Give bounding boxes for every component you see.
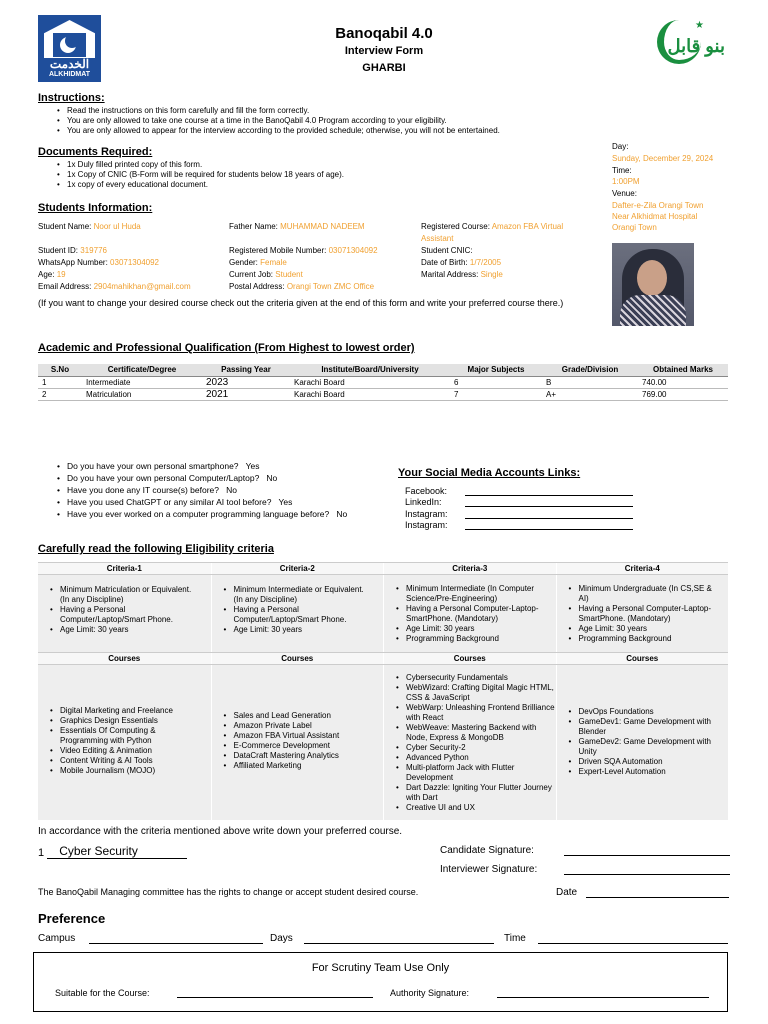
email-address: Email Address: 2904mahikhan@gmail.com xyxy=(38,282,191,291)
question-item: • Have you done any IT course(s) before? No xyxy=(57,484,397,496)
list-item: • 1x Duly filled printed copy of this form. xyxy=(57,160,597,170)
list-item: • Driven SQA Automation xyxy=(569,757,719,767)
criteria-cell xyxy=(211,575,384,652)
days-field[interactable]: Days xyxy=(270,933,494,944)
table-row xyxy=(38,376,728,388)
column-header: Major Subjects xyxy=(450,364,542,376)
preference-heading: Preference xyxy=(38,911,106,926)
preferred-course-number: 1 xyxy=(38,847,45,859)
schedule-time-value: 1:00PM xyxy=(612,177,640,186)
postal-address: Postal Address: Orangi Town ZMC Office xyxy=(229,282,375,291)
list-item: • Minimum Matriculation or Equivalent. (In any Discipline) xyxy=(50,585,200,605)
scrutiny-title: For Scrutiny Team Use Only xyxy=(311,962,450,974)
table-cell: Karachi Board xyxy=(294,389,345,399)
courses-cell xyxy=(383,665,556,820)
committee-note: The BanoQabil Managing committee has the rights to change or accept student desired course. xyxy=(38,887,419,897)
list-item: • Minimum Undergraduate (In CS,SE & AI) xyxy=(569,584,724,604)
form-title: Banoqabil 4.0 xyxy=(335,25,433,42)
eligibility-heading: Carefully read the following Eligibility criteria xyxy=(38,543,274,555)
list-item: • WebWizard: Crafting Digital Magic HTML, CSS & JavaScript xyxy=(396,683,556,703)
list-item: • DataCraft Mastering Analytics xyxy=(224,751,379,761)
list-item: • You are only allowed to take one course at a time in the BanoQabil 4.0 Program according to your eligibility. xyxy=(57,116,597,126)
date-field[interactable]: Date xyxy=(556,887,729,898)
campus-name: GHARBI xyxy=(362,62,406,74)
change-course-note: (If you want to change your desired course check out the criteria given at the end of this form and write your preferred course there.) xyxy=(38,298,564,308)
question-item: • Have you ever worked on a computer programming language before? No xyxy=(57,508,397,520)
table-cell: 2 xyxy=(42,389,47,399)
courses-row xyxy=(38,665,728,820)
list-item: • WebWeave: Mastering Backend with Node, Express & MongoDB xyxy=(396,723,556,743)
criteria-row xyxy=(38,575,728,652)
list-item: • Age Limit: 30 years xyxy=(396,624,551,634)
list-item: • Expert-Level Automation xyxy=(569,767,719,777)
courses-cell xyxy=(556,665,729,820)
schedule-day-value: Sunday, December 29, 2024 xyxy=(612,154,714,163)
table-cell: Intermediate xyxy=(86,377,131,387)
table-cell: Karachi Board xyxy=(294,377,345,387)
social-heading: Your Social Media Accounts Links: xyxy=(398,467,581,479)
courses-title: Courses xyxy=(211,653,384,664)
list-item: • Advanced Python xyxy=(396,753,556,763)
list-item: • Minimum Intermediate or Equivalent. (In any Discipline) xyxy=(224,585,374,605)
student-photo xyxy=(612,243,694,326)
list-item: • Having a Personal Computer-Laptop-SmartPhone. (Mandotary) xyxy=(569,604,724,624)
list-item: • Read the instructions on this form carefully and fill the form correctly. xyxy=(57,106,597,116)
registered-course: Registered Course: Amazon FBA Virtual xyxy=(421,222,564,231)
list-item: • Cybersecurity Fundamentals xyxy=(396,673,556,683)
courses-title: Courses xyxy=(108,654,141,663)
list-item: • You are only allowed to appear for the interview according to the provided schedule; otherwise, you will not be entertained. xyxy=(57,126,597,136)
student-name: Student Name: Noor ul Huda xyxy=(38,222,141,231)
facebook-field[interactable]: Facebook: xyxy=(405,486,633,496)
banoqabil-logo-urdu: بنو قابل xyxy=(667,36,725,56)
list-item: • Having a Personal Computer/Laptop/Smart Phone. xyxy=(50,605,200,625)
courses-cell xyxy=(38,665,211,820)
list-item: • WebWarp: Unleashing Frontend Brilliance with React xyxy=(396,703,556,723)
instructions-heading: Instructions: xyxy=(38,92,105,104)
banoqabil-logo xyxy=(655,18,727,84)
preferred-course-note: In accordance with the criteria mentioned above write down your preferred course. xyxy=(38,826,403,837)
list-item: • Essentials Of Computing & Programming with Python xyxy=(50,726,170,746)
age: Age: 19 xyxy=(38,270,66,279)
documents-list xyxy=(57,160,597,190)
list-item: • Multi-platform Jack with Flutter Development xyxy=(396,763,556,783)
criteria-cell xyxy=(556,575,729,652)
list-item: • Age Limit: 30 years xyxy=(50,625,200,635)
list-item: • Creative UI and UX xyxy=(396,803,556,813)
list-item: • Age Limit: 30 years xyxy=(569,624,724,634)
list-item: • GameDev1: Game Development with Blender xyxy=(569,717,719,737)
criteria-cell xyxy=(383,575,556,652)
question-item: • Have you used ChatGPT or any similar AI tool before? Yes xyxy=(57,496,397,508)
list-item: • GameDev2: Game Development with Unity xyxy=(569,737,719,757)
list-item: • DevOps Foundations xyxy=(569,707,719,717)
student-cnic: Student CNIC: xyxy=(421,246,473,255)
courses-title: Courses xyxy=(383,653,556,664)
list-item: • Content Writing & AI Tools xyxy=(50,756,205,766)
column-header: S.No xyxy=(38,364,82,376)
instagram-field[interactable]: Instagram: xyxy=(405,509,633,519)
scrutiny-box xyxy=(33,952,728,1012)
whatsapp-number: WhatsApp Number: 03071304092 xyxy=(38,258,159,267)
list-item: • Minimum Intermediate (In Computer Science/Pre-Engineering) xyxy=(396,584,551,604)
schedule-time-label: Time: xyxy=(612,166,632,175)
list-item: • Video Editing & Animation xyxy=(50,746,205,756)
list-item: • Programming Background xyxy=(396,634,551,644)
marital-status: Marital Address: Single xyxy=(421,270,503,279)
star-icon: ★ xyxy=(695,20,704,31)
qualification-heading: Academic and Professional Qualification (From Highest to lowest order) xyxy=(38,342,415,354)
student-id: Student ID: 319776 xyxy=(38,246,107,255)
list-item: • Mobile Journalism (MOJO) xyxy=(50,766,205,776)
suitable-course-field[interactable]: Suitable for the Course: xyxy=(55,988,373,998)
table-cell: A+ xyxy=(546,389,557,399)
alkhidmat-logo xyxy=(38,15,101,82)
table-cell: Matriculation xyxy=(86,389,132,399)
table-cell: 7 xyxy=(454,389,459,399)
courses-title: Courses xyxy=(556,653,729,664)
list-item: • 1x Copy of CNIC (B-Form will be required for students below 18 years of age). xyxy=(57,170,597,180)
table-row xyxy=(38,388,728,400)
authority-signature-field[interactable]: Authority Signature: xyxy=(390,988,709,998)
criteria-title: Criteria-2 xyxy=(211,563,384,574)
gender: Gender: Female xyxy=(229,258,287,267)
qualification-table xyxy=(38,364,728,401)
table-header-row xyxy=(38,364,728,376)
column-header: Obtained Marks xyxy=(638,364,728,376)
registered-course-line2: Assistant xyxy=(421,234,454,243)
list-item: • Cyber Security-2 xyxy=(396,743,556,753)
table-cell: 2021 xyxy=(206,388,229,400)
preferred-course-field[interactable] xyxy=(38,845,187,859)
schedule-venue-line: Near Alkhidmat Hospital xyxy=(612,212,698,221)
list-item: • Having a Personal Computer-Laptop-SmartPhone. (Mandotary) xyxy=(396,604,551,624)
column-header: Certificate/Degree xyxy=(82,364,202,376)
table-cell: 2023 xyxy=(206,376,229,388)
candidate-signature[interactable]: Candidate Signature: xyxy=(440,845,730,856)
list-item: • Sales and Lead Generation xyxy=(224,711,379,721)
question-item: • Do you have your own personal smartphone? Yes xyxy=(57,460,397,472)
student-info-heading: Students Information: xyxy=(38,202,153,214)
list-item: • Graphics Design Essentials xyxy=(50,716,205,726)
alkhidmat-logo-text: ALKHIDMAT xyxy=(40,71,99,78)
list-item: • Age Limit: 30 years xyxy=(224,625,374,635)
instagram-field[interactable]: Instagram: xyxy=(405,520,633,530)
courses-cell xyxy=(211,665,384,820)
documents-heading: Documents Required: xyxy=(38,146,153,158)
list-item: • Affiliated Marketing xyxy=(224,761,379,771)
schedule-venue-line: Dafter-e-Zila Orangi Town xyxy=(612,201,704,210)
date-of-birth: Date of Birth: 1/7/2005 xyxy=(421,258,502,267)
interviewer-signature[interactable]: Interviewer Signature: xyxy=(440,864,730,875)
criteria-title: Criteria-3 xyxy=(383,563,556,574)
list-item: • Programming Background xyxy=(569,634,724,644)
table-cell: B xyxy=(546,377,552,387)
column-header: Grade/Division xyxy=(542,364,638,376)
form-subtitle: Interview Form xyxy=(344,45,424,57)
questions-list xyxy=(57,460,397,520)
current-job: Current Job: Student xyxy=(229,270,303,279)
time-field[interactable]: Time xyxy=(504,933,728,944)
criteria-title: Criteria-4 xyxy=(556,563,729,574)
table-cell: 769.00 xyxy=(642,389,667,399)
schedule-venue-label: Venue: xyxy=(612,189,637,198)
table-cell: 740.00 xyxy=(642,377,667,387)
instructions-list xyxy=(57,106,597,136)
question-item: • Do you have your own personal Computer/Laptop? No xyxy=(57,472,397,484)
list-item: • Dart Dazzle: Igniting Your Flutter Journey with Dart xyxy=(396,783,556,803)
list-item: • 1x copy of every educational document. xyxy=(57,180,597,190)
linkedin-field[interactable]: LinkedIn: xyxy=(405,497,633,507)
table-cell: 6 xyxy=(454,377,459,387)
preferred-course-value[interactable]: Cyber Security xyxy=(47,845,187,859)
list-item: • Amazon Private Label xyxy=(224,721,379,731)
list-item: • E-Commerce Development xyxy=(224,741,379,751)
list-item: • Digital Marketing and Freelance xyxy=(50,706,205,716)
list-item: • Having a Personal Computer/Laptop/Smart Phone. xyxy=(224,605,374,625)
schedule-day-label: Day: xyxy=(612,142,629,151)
table-cell: 1 xyxy=(42,377,47,387)
mobile-number: Registered Mobile Number: 03071304092 xyxy=(229,246,378,255)
criteria-header-row xyxy=(38,562,728,575)
father-name: Father Name: MUHAMMAD NADEEM xyxy=(229,222,365,231)
criteria-title: Criteria-1 xyxy=(106,564,142,573)
column-header: Institute/Board/University xyxy=(290,364,450,376)
campus-field[interactable]: Campus xyxy=(38,933,263,944)
alkhidmat-urdu-text: الخدمت xyxy=(49,57,90,71)
list-item: • Amazon FBA Virtual Assistant xyxy=(224,731,379,741)
courses-header-row xyxy=(38,652,728,665)
schedule-venue-line: Orangi Town xyxy=(612,223,657,232)
criteria-cell xyxy=(38,575,211,652)
column-header: Passing Year xyxy=(202,364,290,376)
